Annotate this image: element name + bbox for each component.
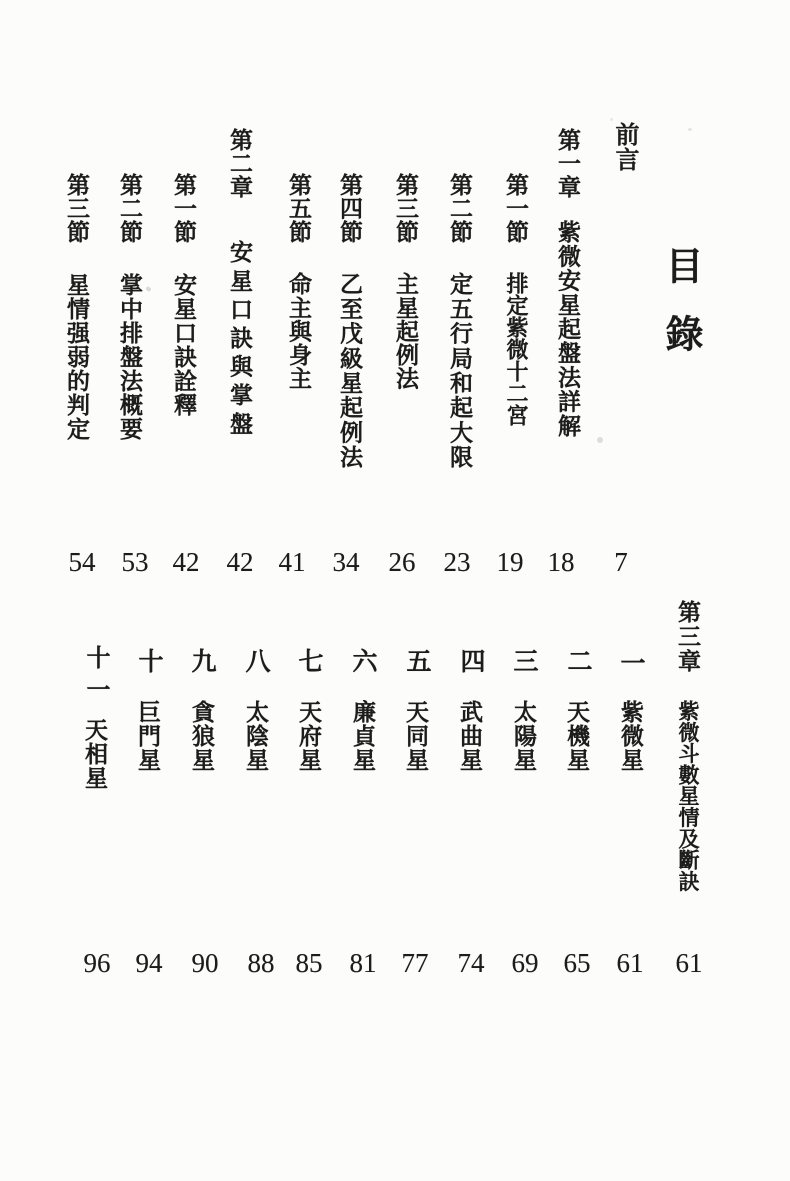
page-number: 74 — [457, 948, 485, 978]
star-name-3: 太陽星 — [511, 700, 536, 772]
toc-section1-3-title: 主星起例法 — [393, 272, 418, 390]
star-name-9: 貪狼星 — [189, 700, 214, 772]
star-ordinal-6: 六 — [349, 648, 376, 673]
page-title: 目錄 — [659, 246, 701, 382]
star-name-4: 武曲星 — [457, 700, 482, 772]
toc-section1-3-header: 第三節 — [393, 173, 418, 244]
scan-speck — [145, 286, 151, 292]
star-ordinal-7: 七 — [295, 648, 322, 673]
star-name-8: 太陰星 — [243, 700, 268, 772]
page-number: 23 — [443, 547, 471, 577]
star-name-11: 天相星 — [82, 718, 107, 790]
page-number: 85 — [295, 948, 323, 978]
toc-chapter2-title: 安星口訣與掌盤 — [227, 240, 252, 441]
toc-preface-label: 前言 — [611, 122, 637, 172]
toc-section2-1-header: 第一節 — [171, 173, 196, 244]
star-name-6: 廉貞星 — [350, 700, 375, 772]
page-number: 54 — [68, 547, 96, 577]
page-number: 65 — [563, 948, 591, 978]
star-ordinal-1: 一 — [617, 650, 644, 675]
page-number: 81 — [349, 948, 377, 978]
star-ordinal-9: 九 — [188, 648, 215, 673]
toc-section1-5-title: 命主與身主 — [286, 272, 311, 390]
toc-section2-1-title: 安星口訣詮釋 — [171, 273, 196, 417]
scan-speck — [610, 118, 613, 121]
toc-section1-2-title: 定五行局和起大限 — [447, 272, 472, 470]
page-number: 42 — [226, 547, 254, 577]
star-name-5: 天同星 — [403, 700, 428, 772]
toc-section2-3-header: 第三節 — [64, 173, 89, 244]
toc-section1-1-header: 第一節 — [503, 173, 528, 244]
toc-chapter3-title: 紫微斗數星情及斷訣 — [676, 700, 700, 892]
toc-section1-2-header: 第二節 — [447, 173, 472, 244]
toc-section2-3-title: 星情强弱的判定 — [64, 273, 89, 441]
page-number: 61 — [675, 948, 703, 978]
star-ordinal-10: 十 — [135, 648, 162, 673]
scan-speck — [688, 128, 692, 131]
page-number: 26 — [388, 547, 416, 577]
toc-chapter1-header: 第一章 — [555, 128, 580, 199]
page-number: 61 — [616, 948, 644, 978]
star-ordinal-3: 三 — [510, 648, 537, 673]
scan-speck — [597, 437, 603, 443]
toc-section2-2-header: 第二節 — [117, 173, 142, 244]
star-ordinal-4: 四 — [457, 648, 484, 673]
page-number: 96 — [83, 948, 111, 978]
page-number: 19 — [496, 547, 524, 577]
toc-chapter3-header: 第三章 — [675, 600, 700, 673]
page-number: 34 — [332, 547, 360, 577]
toc-section1-1-title: 排定紫微十二宮 — [504, 272, 529, 426]
page-number: 94 — [135, 948, 163, 978]
star-ordinal-8: 八 — [242, 648, 269, 673]
star-ordinal-2: 二 — [564, 648, 591, 673]
page-number: 77 — [401, 948, 429, 978]
toc-section2-2-title: 掌中排盤法概要 — [117, 273, 142, 441]
toc-chapter2-header: 第二章 — [227, 128, 252, 199]
page-number: 41 — [278, 547, 306, 577]
page-number: 53 — [121, 547, 149, 577]
page-number: 7 — [614, 547, 628, 577]
star-name-7: 天府星 — [296, 700, 321, 772]
toc-section1-5-header: 第五節 — [286, 173, 311, 244]
toc-section1-4-header: 第四節 — [337, 173, 362, 244]
page-number: 88 — [247, 948, 275, 978]
star-name-10: 巨門星 — [135, 700, 160, 772]
page-number: 69 — [511, 948, 539, 978]
page-number: 90 — [191, 948, 219, 978]
star-ordinal-5: 五 — [403, 648, 430, 673]
star-ordinal-11: 十一 — [82, 645, 108, 709]
page-number: 42 — [172, 547, 200, 577]
toc-chapter1-title: 紫微安星起盤法詳解 — [555, 220, 580, 438]
toc-section1-4-title: 乙至戊級星起例法 — [337, 272, 362, 470]
star-name-1: 紫微星 — [618, 700, 643, 772]
page-number: 18 — [547, 547, 575, 577]
star-name-2: 天機星 — [564, 700, 589, 772]
